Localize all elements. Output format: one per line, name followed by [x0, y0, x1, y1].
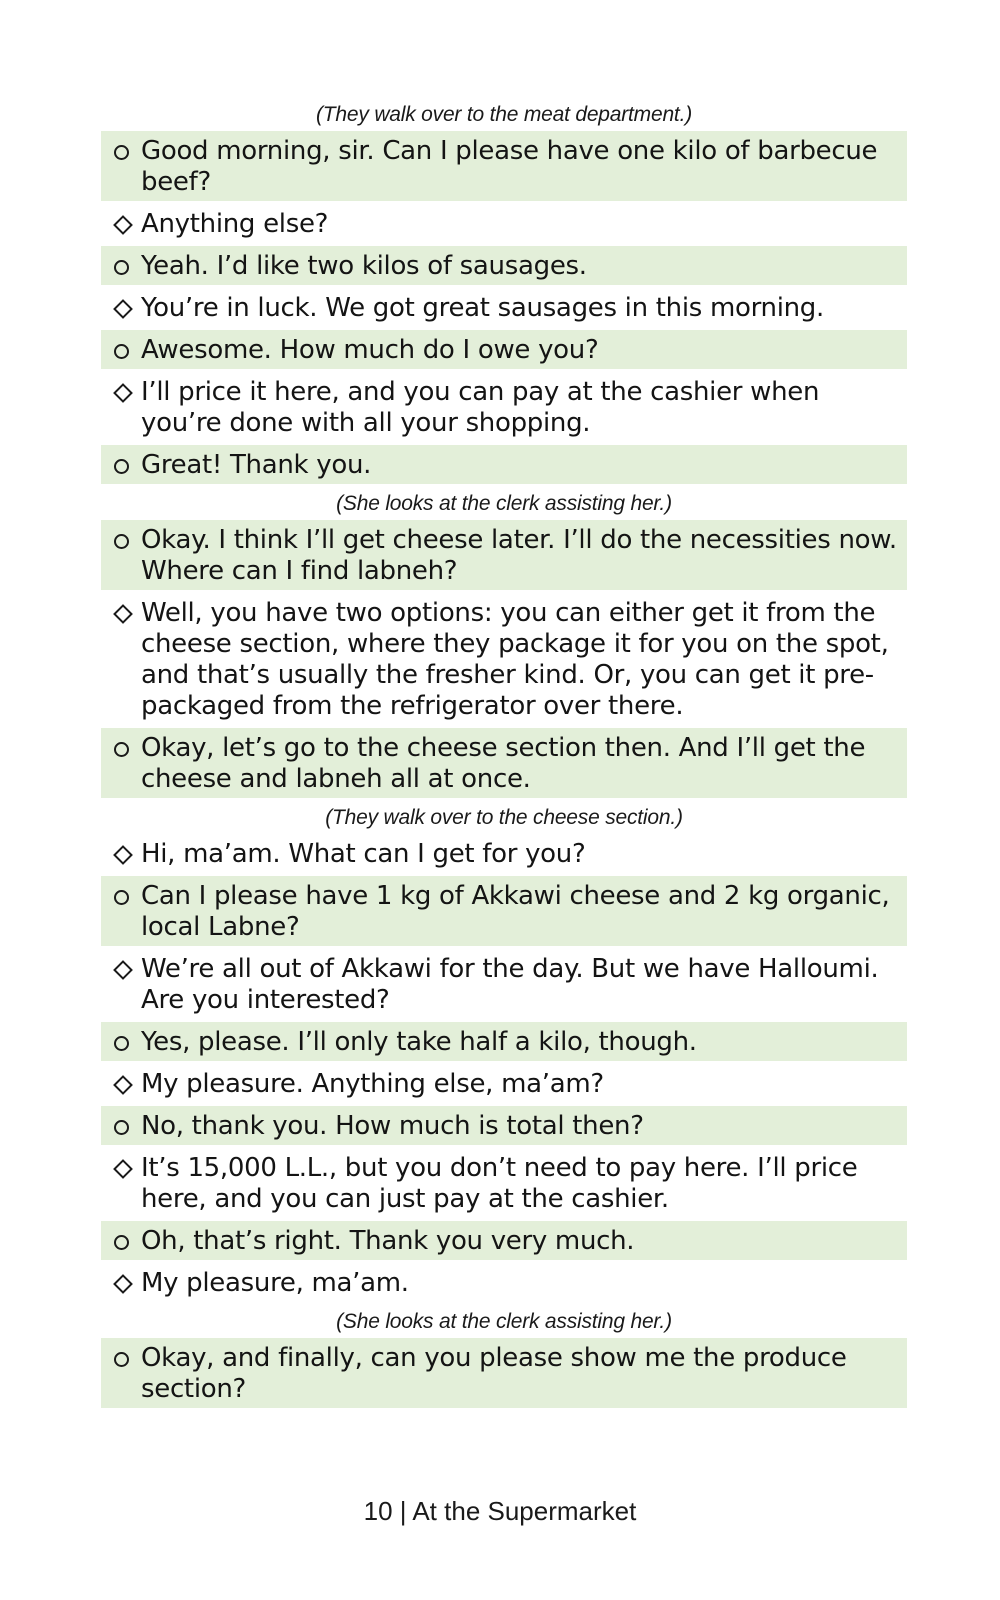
dialogue-line-speaker-b	[101, 1148, 907, 1218]
dialogue-text: Okay, and finally, can you please show me the produce section?	[141, 1343, 847, 1404]
dialogue	[101, 98, 907, 1411]
circle-icon	[111, 136, 141, 167]
dialogue-text: Can I please have 1 kg of Akkawi cheese and 2 kg organic, local Labne?	[141, 881, 890, 942]
dialogue-line-speaker-b	[101, 204, 907, 243]
dialogue-line-speaker-a	[101, 246, 907, 285]
dialogue-line-speaker-a	[101, 728, 907, 798]
circle-icon	[111, 1343, 141, 1374]
dialogue-text: My pleasure. Anything else, ma’am?	[141, 1069, 604, 1099]
circle-icon	[111, 881, 141, 912]
dialogue-text: Okay. I think I’ll get cheese later. I’ll do the necessities now. Where can I find labneh?	[141, 525, 897, 586]
diamond-icon	[111, 598, 141, 629]
diamond-icon	[111, 1268, 141, 1299]
stage-direction: (They walk over to the meat department.)	[316, 103, 692, 126]
dialogue-line-speaker-a	[101, 131, 907, 201]
dialogue-text: No, thank you. How much is total then?	[141, 1111, 644, 1141]
dialogue-text: It’s 15,000 L.L., but you don’t need to pay here. I’ll price here, and you can just pay at the cashier.	[141, 1153, 858, 1214]
dialogue-line-speaker-b	[101, 1263, 907, 1302]
dialogue-text: Anything else?	[141, 209, 329, 239]
diamond-icon	[111, 377, 141, 408]
dialogue-text: Great! Thank you.	[141, 450, 372, 480]
dialogue-text: Oh, that’s right. Thank you very much.	[141, 1226, 635, 1256]
dialogue-text: Okay, let’s go to the cheese section then. And I’ll get the cheese and labneh all at once.	[141, 733, 866, 794]
dialogue-text: Awesome. How much do I owe you?	[141, 335, 599, 365]
dialogue-line-speaker-a	[101, 520, 907, 590]
diamond-icon	[111, 839, 141, 870]
dialogue-line-speaker-b	[101, 949, 907, 1019]
dialogue-text: Well, you have two options: you can either get it from the cheese section, where they package it for you on the spot, and that’s usually the fresher kind. Or, you can get it pre-packaged from the refrigerator over there.	[141, 598, 889, 721]
dialogue-line-speaker-a	[101, 876, 907, 946]
page-footer: 10 | At the Supermarket	[363, 1496, 637, 1526]
diamond-icon	[111, 209, 141, 240]
circle-icon	[111, 1111, 141, 1142]
circle-icon	[111, 1226, 141, 1257]
dialogue-line-speaker-b	[101, 1064, 907, 1103]
dialogue-line-speaker-a	[101, 445, 907, 484]
dialogue-text: Yeah. I’d like two kilos of sausages.	[141, 251, 587, 281]
dialogue-text: Hi, ma’am. What can I get for you?	[141, 839, 586, 869]
dialogue-text: I’ll price it here, and you can pay at the cashier when you’re done with all your shopping.	[141, 377, 820, 438]
diamond-icon	[111, 1153, 141, 1184]
dialogue-text: You’re in luck. We got great sausages in this morning.	[141, 293, 824, 323]
dialogue-line-speaker-b	[101, 593, 907, 725]
circle-icon	[111, 1027, 141, 1058]
dialogue-line-speaker-a	[101, 1338, 907, 1408]
dialogue-line-speaker-b	[101, 288, 907, 327]
dialogue-line-speaker-a	[101, 1221, 907, 1260]
stage-direction: (She looks at the clerk assisting her.)	[336, 492, 672, 515]
stage-direction: (They walk over to the cheese section.)	[325, 806, 683, 829]
circle-icon	[111, 251, 141, 282]
stage-direction: (She looks at the clerk assisting her.)	[336, 1310, 672, 1333]
dialogue-line-speaker-a	[101, 1106, 907, 1145]
circle-icon	[111, 733, 141, 764]
circle-icon	[111, 335, 141, 366]
dialogue-text: My pleasure, ma’am.	[141, 1268, 409, 1298]
diamond-icon	[111, 293, 141, 324]
dialogue-text: We’re all out of Akkawi for the day. But we have Halloumi. Are you interested?	[141, 954, 879, 1015]
dialogue-line-speaker-b	[101, 834, 907, 873]
circle-icon	[111, 450, 141, 481]
diamond-icon	[111, 954, 141, 985]
circle-icon	[111, 525, 141, 556]
dialogue-text: Good morning, sir. Can I please have one kilo of barbecue beef?	[141, 136, 878, 197]
diamond-icon	[111, 1069, 141, 1100]
dialogue-line-speaker-a	[101, 330, 907, 369]
dialogue-text: Yes, please. I’ll only take half a kilo, though.	[141, 1027, 697, 1057]
dialogue-line-speaker-a	[101, 1022, 907, 1061]
dialogue-line-speaker-b	[101, 372, 907, 442]
